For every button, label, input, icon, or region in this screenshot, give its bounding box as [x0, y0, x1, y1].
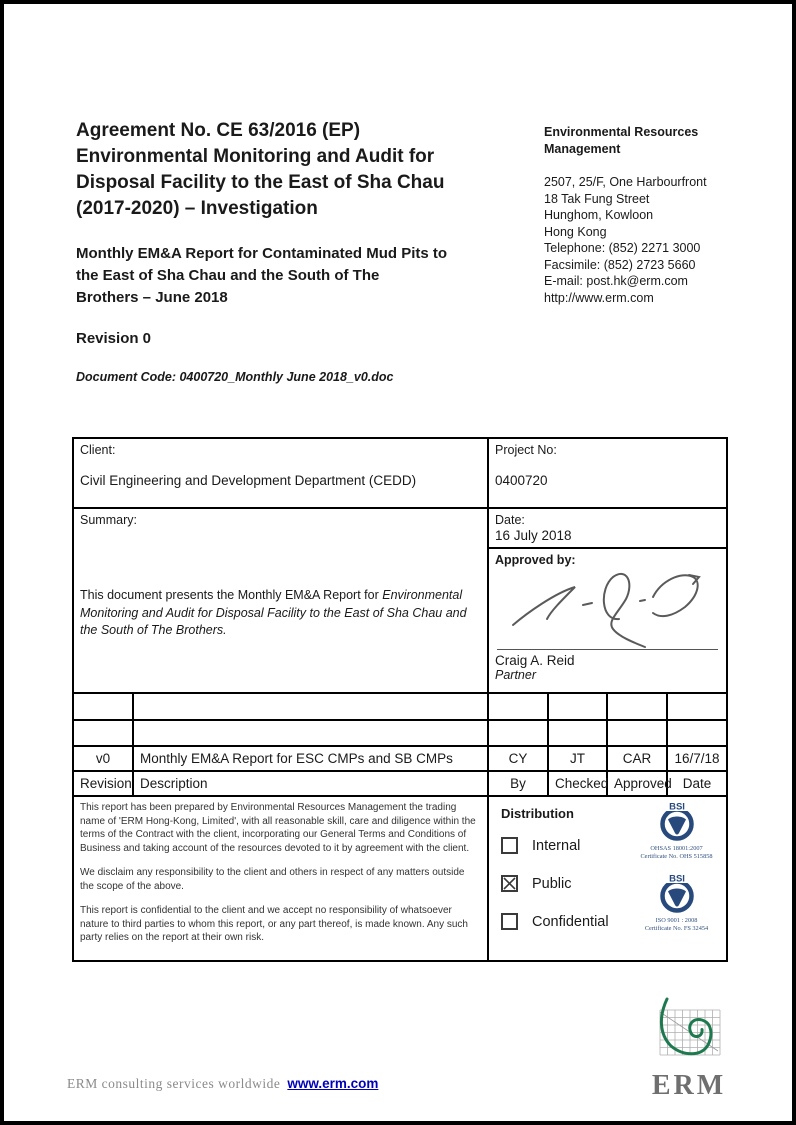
revision-description: Monthly EM&A Report for ESC CMPs and SB CMPs	[133, 746, 488, 771]
project-value: 0400720	[495, 473, 548, 488]
company-info	[544, 124, 759, 306]
signature-line	[497, 649, 718, 650]
company-name: Environmental Resources Management	[544, 125, 699, 156]
revision-id: v0	[73, 746, 133, 771]
description-header: Description	[133, 771, 488, 796]
report-title-line: Agreement No. CE 63/2016 (EP)	[76, 120, 361, 141]
report-title	[76, 118, 531, 222]
confidential-checkbox[interactable]	[501, 913, 518, 930]
title-block	[76, 118, 531, 309]
checkbox-x-icon	[503, 877, 516, 890]
svg-text:BSI: BSI	[668, 873, 685, 885]
certification-number: Certificate No. OHS 515858	[640, 853, 713, 860]
revision-empty-row	[73, 720, 727, 746]
document-code: Document Code: 0400720_Monthly June 2018_v0.doc	[76, 370, 394, 384]
checked-header: Checked	[548, 771, 607, 796]
report-title-line: (2017-2020) – Investigation	[76, 198, 318, 219]
report-title-line: Disposal Facility to the East of Sha Chau	[76, 172, 445, 193]
bsi-iso-badge	[629, 873, 724, 933]
project-label: Project No:	[495, 443, 557, 457]
revision-header-row	[73, 771, 727, 796]
report-subtitle-line: Brothers – June 2018	[76, 289, 228, 306]
report-title-line: Environmental Monitoring and Audit for	[76, 146, 435, 167]
approved-by-label: Approved by:	[495, 553, 576, 567]
distribution-option-internal	[501, 837, 580, 854]
distribution-cell	[488, 796, 727, 961]
address-line: 2507, 25/F, One Harbourfront	[544, 175, 707, 189]
public-label: Public	[532, 875, 572, 892]
info-table	[72, 437, 728, 962]
website-line: http://www.erm.com	[544, 290, 654, 305]
date-value: 16 July 2018	[495, 528, 572, 543]
bsi-ohsas-badge	[629, 801, 724, 861]
bsi-logo-icon	[651, 873, 703, 914]
client-cell	[73, 438, 488, 508]
bsi-logo-icon	[651, 801, 703, 842]
confidential-label: Confidential	[532, 913, 609, 930]
revision-approved: CAR	[607, 746, 667, 771]
revision-entry-row	[73, 746, 727, 771]
svg-text:BSI: BSI	[668, 801, 685, 813]
erm-website-link[interactable]: www.erm.com	[287, 1076, 379, 1091]
erm-logo-text: ERM	[651, 1070, 727, 1101]
footer	[67, 1076, 378, 1092]
revision-label: Revision 0	[76, 330, 152, 347]
footer-tagline: ERM consulting services worldwide	[67, 1076, 281, 1091]
fax-line: Facsimile: (852) 2723 5660	[544, 257, 696, 272]
report-subtitle	[76, 243, 531, 309]
certification-standard: OHSAS 18001:2007	[650, 845, 703, 852]
company-address	[544, 174, 759, 306]
internal-checkbox[interactable]	[501, 837, 518, 854]
date-label: Date:	[495, 513, 525, 527]
revision-checked: JT	[548, 746, 607, 771]
revision-by: CY	[488, 746, 548, 771]
email-line: E-mail: post.hk@erm.com	[544, 274, 688, 288]
client-label: Client:	[80, 443, 116, 457]
internal-label: Internal	[532, 837, 581, 854]
erm-logo	[650, 996, 728, 1102]
approver-name: Craig A. Reid	[495, 653, 575, 668]
revision-header: Revision	[73, 771, 133, 796]
certification-number: Certificate No. FS 32454	[644, 925, 709, 932]
signature-image	[503, 563, 713, 649]
disclaimer-cell	[73, 796, 488, 961]
summary-cell	[73, 508, 488, 693]
disclaimer-paragraph: We disclaim any responsibility to the client and others in respect of any matters outside the scope of the above.	[80, 867, 465, 892]
public-checkbox[interactable]	[501, 875, 518, 892]
approver-title: Partner	[495, 668, 536, 682]
project-cell	[488, 438, 727, 508]
distribution-title: Distribution	[501, 806, 574, 821]
date-header: Date	[667, 771, 727, 796]
approved-by-cell	[488, 548, 727, 693]
disclaimer-paragraph: This report has been prepared by Environmental Resources Management the trading name of 'ERM Hong-Kong, Limited', with all reasonable skill, care and diligence within the terms of the Contract with the client, incorporating our General Terms and Conditions of Business and taking account of the resources devoted to it by agreement with the client.	[80, 802, 476, 854]
date-cell	[488, 508, 727, 548]
address-line: Hong Kong	[544, 224, 607, 239]
client-value: Civil Engineering and Development Department (CEDD)	[80, 473, 417, 488]
approved-header: Approved	[607, 771, 667, 796]
summary-label: Summary:	[80, 513, 137, 527]
report-subtitle-line: the East of Sha Chau and the South of The	[76, 267, 380, 284]
summary-text: This document presents the Monthly EM&A Report for Environmental Monitoring and Audit for Disposal Facility to the East of Sha Chau and the South of The Brothers.	[80, 588, 467, 637]
revision-empty-row	[73, 693, 727, 720]
disclaimer-paragraph: This report is confidential to the client and we accept no responsibility of whatsoever nature to third parties to whom this report, or any part thereof, is made known. Any such party relies on the report at their own risk.	[80, 905, 468, 943]
revision-date: 16/7/18	[667, 746, 727, 771]
distribution-option-public	[501, 875, 572, 892]
distribution-option-confidential	[501, 913, 609, 930]
erm-spiral-grid-icon	[650, 996, 728, 1064]
address-line: Hunghom, Kowloon	[544, 208, 654, 222]
report-subtitle-line: Monthly EM&A Report for Contaminated Mud Pits to	[76, 245, 448, 262]
phone-line: Telephone: (852) 2271 3000	[544, 241, 701, 255]
address-line: 18 Tak Fung Street	[544, 191, 650, 206]
certification-standard: ISO 9001 : 2008	[655, 917, 698, 924]
by-header: By	[488, 771, 548, 796]
